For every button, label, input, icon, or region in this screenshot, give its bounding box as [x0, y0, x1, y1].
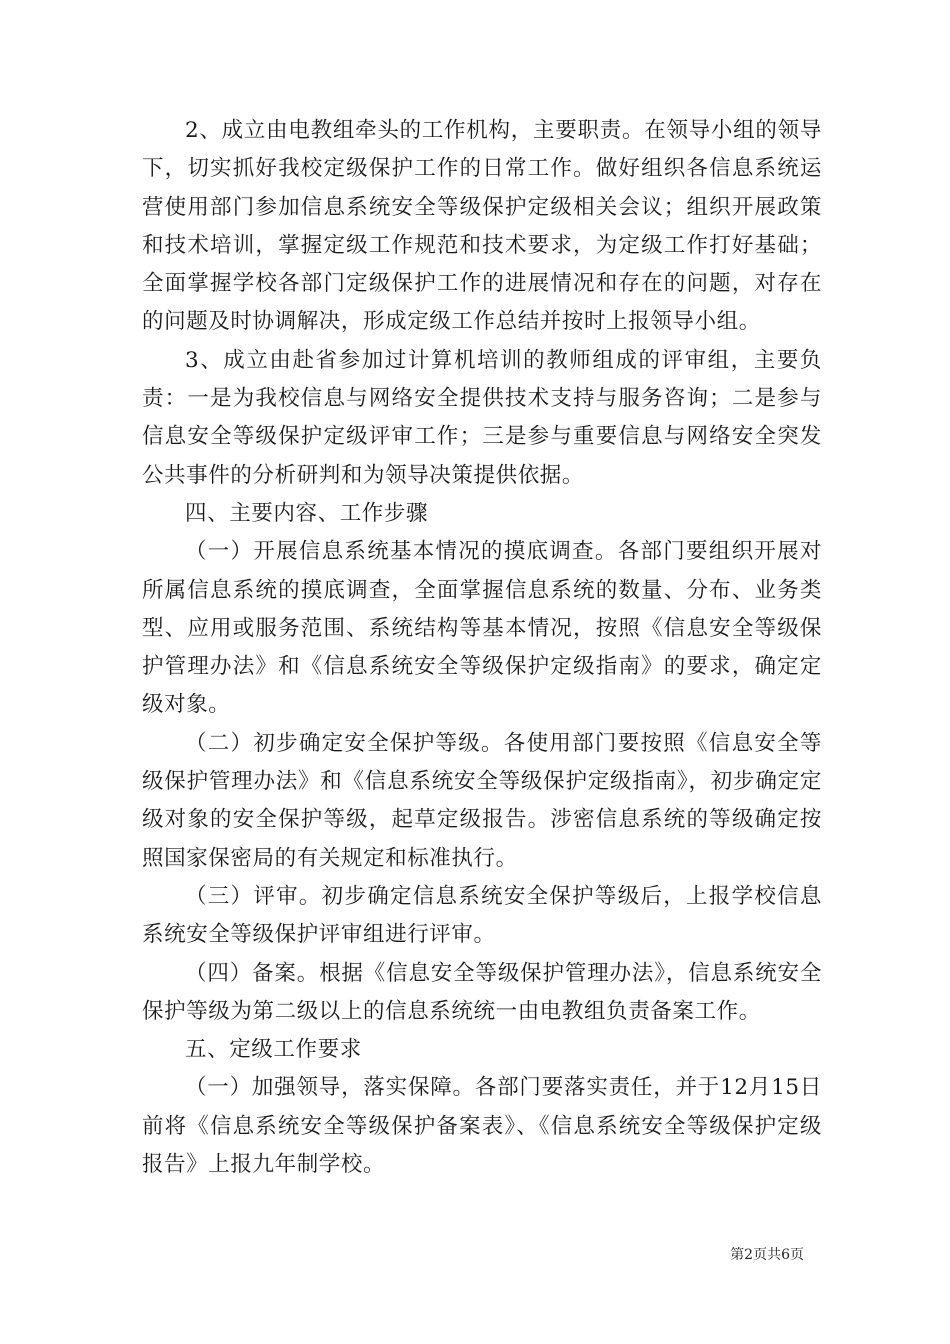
paragraph-step-4-filing: （四）备案。根据《信息安全等级保护管理办法》，信息系统安全保护等级为第二级以上的信息系统统一由电教组负责备案工作。	[142, 960, 822, 1024]
paragraph-step-3-review: （三）评审。初步确定信息系统安全保护等级后，上报学校信息系统安全等级保护评审组进行评审。	[142, 883, 822, 948]
paragraph-step-1-survey: （一）开展信息系统基本情况的摸底调查。各部门要组织开展对所属信息系统的摸底调查，全面掌握信息系统的数量、分布、业务类型、应用或服务范围、系统结构等基本情况，按照《信息安全等级保护管理办法》和《信息系统安全等级保护定级指南》的要求，确定定级对象。	[142, 539, 822, 718]
page-number-footer: 第2页共6页	[730, 1247, 804, 1263]
section-heading-main-content: 四、主要内容、工作步骤	[185, 500, 429, 526]
paragraph-step-2-grading: （二）初步确定安全保护等级。各使用部门要按照《信息安全等级保护管理办法》和《信息系统安全等级保护定级指南》，初步确定定级对象的安全保护等级，起草定级报告。涉密信息系统的等级确定按照国家保密局的有关规定和标准执行。	[142, 730, 822, 871]
paragraph-requirement-1: （一）加强领导，落实保障。各部门要落实责任，并于12月15日前将《信息系统安全等级保护备案表》、《信息系统安全等级保护定级报告》上报九年制学校。	[142, 1075, 822, 1178]
paragraph-review-group: 3、成立由赴省参加过计算机培训的教师组成的评审组，主要负责：一是为我校信息与网络安全提供技术支持与服务咨询；二是参与信息安全等级保护定级评审工作；三是参与重要信息与网络安全突发公共事件的分析研判和为领导决策提供依据。	[142, 347, 822, 488]
section-heading-requirements: 五、定级工作要求	[185, 1037, 362, 1063]
document-body	[142, 112, 822, 1184]
paragraph-work-agency: 2、成立由电教组牵头的工作机构，主要职责。在领导小组的领导下，切实抓好我校定级保护工作的日常工作。做好组织各信息系统运营使用部门参加信息系统安全等级保护定级相关会议；组织开展政策和技术培训，掌握定级工作规范和技术要求，为定级工作打好基础；全面掌握学校各部门定级保护工作的进展情况和存在的问题，对存在的问题及时协调解决，形成定级工作总结并按时上报领导小组。	[142, 118, 822, 335]
